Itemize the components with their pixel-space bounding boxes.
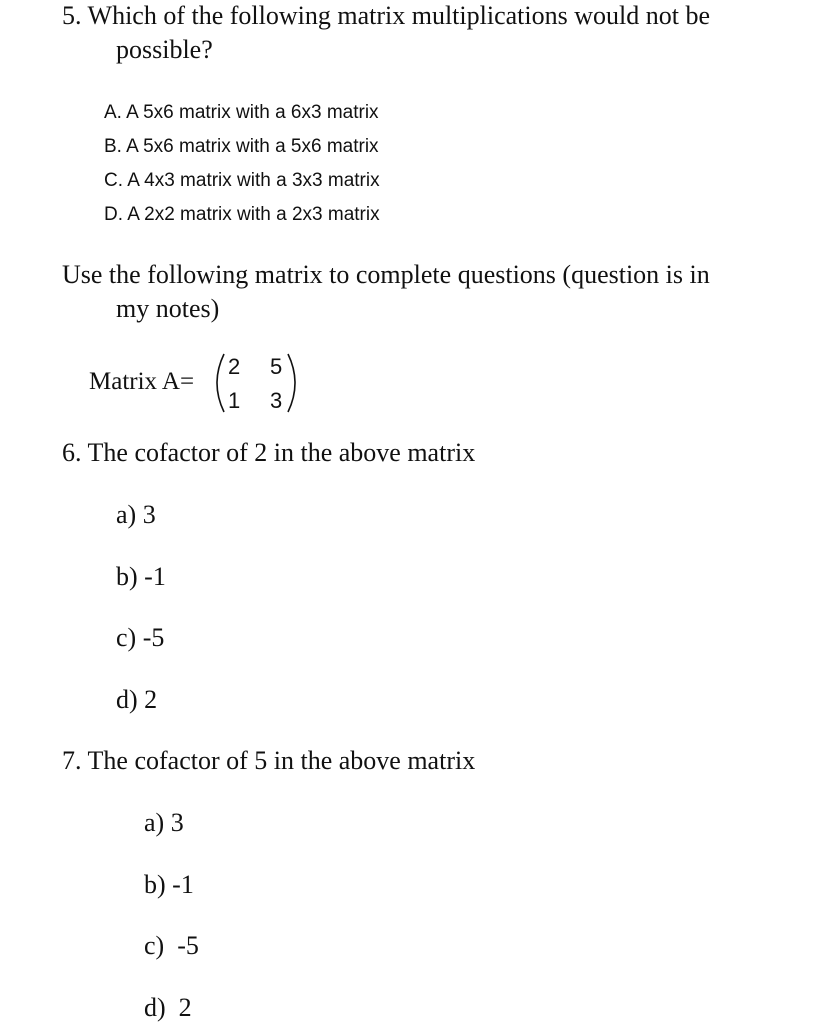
q5-option-d: D. A 2x2 matrix with a 2x3 matrix — [104, 204, 380, 225]
matrix-cell-2-1: 1 — [228, 388, 241, 413]
instruction-line1: Use the following matrix to complete questions (question is in — [62, 260, 710, 289]
q5-question-line2: possible? — [116, 35, 213, 64]
q7-question: 7. The cofactor of 5 in the above matrix — [62, 746, 476, 775]
matrix-left-paren — [217, 354, 224, 412]
q7-option-b: b) -1 — [144, 870, 194, 899]
q5-option-a: A. A 5x6 matrix with a 6x3 matrix — [104, 102, 379, 123]
matrix-a — [208, 350, 318, 416]
q5-question-line1: 5. Which of the following matrix multiplications would not be — [62, 1, 710, 30]
matrix-right-paren — [288, 354, 295, 412]
q5-option-c: C. A 4x3 matrix with a 3x3 matrix — [104, 170, 380, 191]
q5-option-b: B. A 5x6 matrix with a 5x6 matrix — [104, 136, 379, 157]
q7-option-a: a) 3 — [144, 808, 184, 837]
matrix-parentheses — [208, 350, 318, 416]
instruction-line2: my notes) — [116, 294, 220, 323]
matrix-cell-1-1: 2 — [228, 354, 241, 379]
q6-option-a: a) 3 — [116, 500, 156, 529]
q7-option-c: c) -5 — [144, 931, 199, 960]
matrix-label: Matrix A= — [89, 368, 195, 395]
q6-option-d: d) 2 — [116, 685, 158, 714]
matrix-cell-1-2: 5 — [270, 354, 283, 379]
q7-option-d: d) 2 — [144, 993, 192, 1022]
q6-option-c: c) -5 — [116, 623, 165, 652]
q6-option-b: b) -1 — [116, 562, 166, 591]
matrix-cell-2-2: 3 — [270, 388, 283, 413]
q6-question: 6. The cofactor of 2 in the above matrix — [62, 438, 476, 467]
